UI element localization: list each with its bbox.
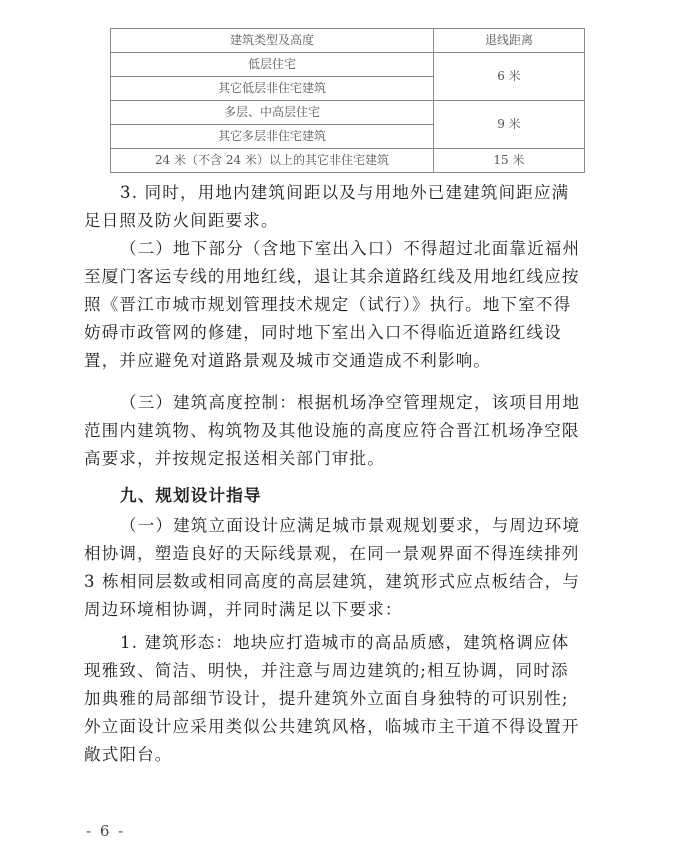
table-header-row	[111, 29, 585, 53]
section-heading: 九、规划设计指导	[120, 486, 262, 505]
table-cell-type: 多层、中高层住宅	[111, 101, 434, 125]
table-row	[111, 53, 585, 77]
setback-distance-table	[110, 28, 585, 173]
table-cell-type: 其它多层非住宅建筑	[111, 125, 434, 149]
text-line: 敞式阳台。	[84, 745, 173, 764]
text-line: 照《晋江市城市规划管理技术规定（试行）》执行。地下室不得	[84, 295, 572, 314]
text-line: 加典雅的局部细节设计，提升建筑外立面自身独特的可识别性;	[84, 689, 569, 708]
text-line: 周边环境相协调，并同时满足以下要求：	[84, 600, 403, 619]
paragraph-facade-design	[84, 512, 624, 624]
text-line: 相协调，塑造良好的天际线景观，在同一景观界面不得连续排列	[84, 544, 580, 563]
text-line: 妨碍市政管网的修建，同时地下室出入口不得临近道路红线设	[84, 323, 562, 342]
paragraph-height-control	[84, 389, 624, 473]
table-header-type: 建筑类型及高度	[111, 29, 434, 53]
table-cell-distance: 15 米	[433, 149, 584, 173]
table-cell-type: 低层住宅	[111, 53, 434, 77]
text-line: 3 栋相同层数或相同高度的高层建筑，建筑形式应点板结合，与	[84, 572, 581, 591]
text-line: 高要求，并按规定报送相关部门审批。	[84, 449, 385, 468]
paragraph-underground	[84, 235, 624, 375]
text-line: 至厦门客运专线的用地红线，退让其余道路红线及用地红线应按	[84, 267, 580, 286]
table-header-distance: 退线距离	[433, 29, 584, 53]
text-line: 现雅致、简洁、明快，并注意与周边建筑的;相互协调，同时添	[84, 661, 569, 680]
text-line: 3. 同时，用地内建筑间距以及与用地外已建建筑间距应满	[120, 183, 570, 202]
table-row	[111, 149, 585, 173]
paragraph-sunlight-fire-spacing	[84, 179, 624, 235]
page-number: - 6 -	[86, 822, 126, 840]
text-line: 外立面设计应采用类似公共建筑风格，临城市主干道不得设置开	[84, 717, 580, 736]
table-cell-type: 24 米（不含 24 米）以上的其它非住宅建筑	[111, 149, 434, 173]
text-line: 置，并应避免对道路景观及城市交通造成不利影响。	[84, 351, 492, 370]
paragraph-building-form	[84, 629, 624, 769]
table-cell-distance: 9 米	[433, 101, 584, 149]
table-cell-distance: 6 米	[433, 53, 584, 101]
text-line: 范围内建筑物、构筑物及其他设施的高度应符合晋江机场净空限	[84, 421, 580, 440]
text-line: 1. 建筑形态：地块应打造城市的高品质感，建筑格调应体	[120, 633, 570, 652]
text-line: （三）建筑高度控制：根据机场净空管理规定，该项目用地	[120, 393, 581, 412]
text-line: （二）地下部分（含地下室出入口）不得超过北面靠近福州	[120, 239, 581, 258]
text-line: （一）建筑立面设计应满足城市景观规划要求，与周边环境	[120, 516, 581, 535]
table-row	[111, 101, 585, 125]
table-cell-type: 其它低层非住宅建筑	[111, 77, 434, 101]
text-line: 足日照及防火间距要求。	[84, 211, 279, 230]
